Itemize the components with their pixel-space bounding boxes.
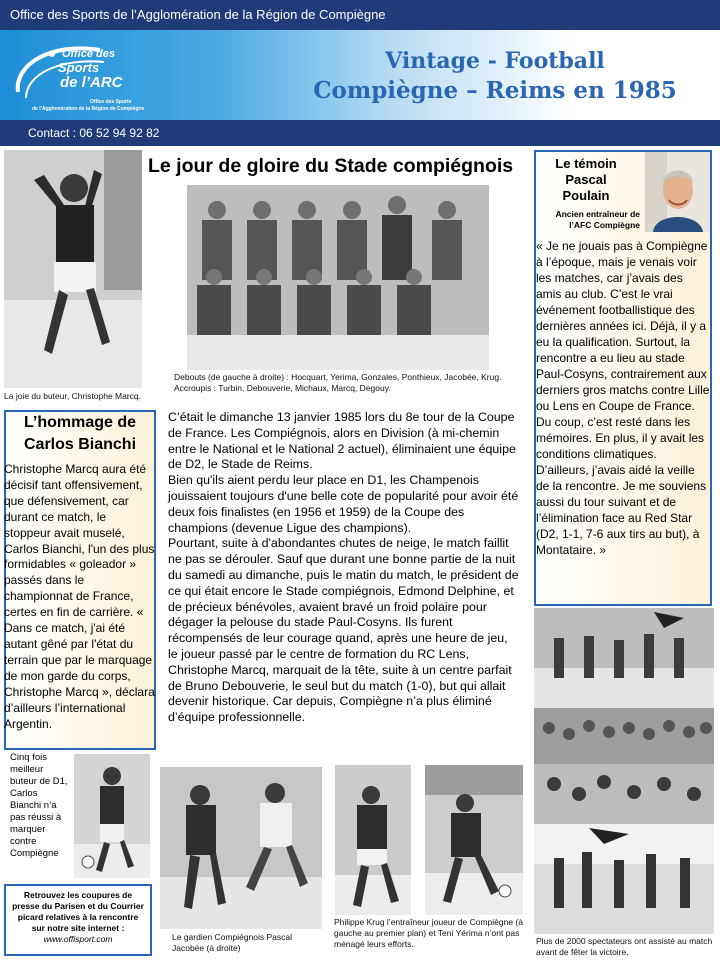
org-line: Office des Sports de l’Agglomération de la Région de Compiègne xyxy=(10,7,386,22)
photo-krug-2 xyxy=(425,765,523,915)
temoin-quote: « Je ne jouais pas à Compiègne à l’époque, mais je venais voir les matches, car j’avais des amis au club. C’est le vrai événement footballistique des dernières années ici. Déjà, il y a eu la qualification. Surtout, la rencontre a eu lieu au stade Paul-Cosyns, contrairement aux derniers gros matchs contre Lille ou Lens en Coupe de France. Du coup, c’est resté dans les mémoires. En plus, il y avait les conditions climatiques. D’ailleurs, j’avais aidé la veille de la rencontre. Je me souviens aussi du tour suivant et de l’élimination face au Red Star (D2, 1-1, 7-6 aux tirs au but), à Montataire. » xyxy=(536,239,710,557)
website-link[interactable]: www.offisport.com xyxy=(43,934,113,944)
logo-line3: de l’ARC xyxy=(60,74,123,91)
temoin-title-line2: Pascal xyxy=(565,172,607,187)
caption-gardien: Le gardien Compiégnois Pascal Jacobée (à droite) xyxy=(172,932,293,953)
contact-bar xyxy=(0,120,720,146)
photo-bianchi xyxy=(74,754,150,878)
temoin-title-line3: Poulain xyxy=(562,188,610,203)
logo-line2: Sports xyxy=(58,60,100,75)
caption-buteur: La joie du buteur, Christophe Marcq. xyxy=(4,391,142,401)
caption-spectateurs: Plus de 2000 spectateurs ont assisté au match avant de fêter la victoire. xyxy=(536,936,713,957)
retrouvez-text: Retrouvez les coupures de presse du Parisen et du Courrier picard relatives à la rencontre sur notre site internet : xyxy=(12,890,144,933)
photo-pascal-poulain xyxy=(645,152,710,232)
title-line1: Vintage - Football xyxy=(385,48,605,74)
article-paragraph: C’était le dimanche 13 janvier 1985 lors du 8e tour de la Coupe de France. Les Compiégnois, alors en Division (à mi-chemin entre le National et le National 2 actuel), éliminaient une équipe de D2, le Stade de Reims. xyxy=(168,410,516,472)
photo-gardien xyxy=(160,767,322,929)
logo-small1: Office des Sports xyxy=(90,99,132,105)
article-paragraph: Pourtant, suite à d'abondantes chutes de neige, le match faillit ne pas se dérouler. Sauf que durant une bonne partie de la nuit du samedi au dimanche, puis le matin du match, le président de ce qui était encore le Stade compiégnois, Edmond Delphine, et de précieux bénévoles, avaient bravé un froid polaire pour dégager la pelouse du stade Paul-Cosyns. Ils furent récompensés de leur courage quand, après une heure de jeu, le joueur passé par le centre de formation du RC Lens, Christophe Marcq, marquait de la tête, suite à un centre parfait de Bruno Debouverie, le seul but du match (1-0), but qui allait devenir historique. Car depuis, Compiègne n’a plus éliminé d’équipe professionnelle. xyxy=(168,536,519,725)
article-body xyxy=(168,410,520,726)
hommage-title-line2: Carlos Bianchi xyxy=(23,436,137,453)
temoin-title xyxy=(540,156,632,204)
caption-krug: Philippe Krug l’entraîneur joueur de Compiègne (à gauche au premier plan) et Teni Yérima n’ont pas ménagé leurs efforts. xyxy=(334,917,524,949)
bianchi-caption: Cinq fois meilleur buteur de D1, Carlos Bianchi n’a pas réussi à marquer contre Compiègne xyxy=(10,752,68,859)
oarc-logo xyxy=(12,40,172,112)
title-line2: Compiègne – Reims en 1985 xyxy=(313,77,677,104)
hommage-title xyxy=(4,412,156,456)
temoin-subtitle: Ancien entraîneur de l’AFC Compiègne xyxy=(555,209,640,230)
contact-phone: Contact : 06 52 94 92 82 xyxy=(28,126,160,140)
logo-line1: Office des xyxy=(62,48,115,60)
photo-buteur xyxy=(4,150,142,388)
caption-team: Debouts (de gauche à droite) : Hocquart, Yerima, Gonzales, Ponthieux, Jacobée, Krug. Accroupis : Turbin, Debouverie, Michaux, Marcq, Degouy. xyxy=(174,372,502,393)
retrouvez-box xyxy=(4,884,152,956)
logo-small2: de l’Agglomération de la Région de Compiègne xyxy=(32,106,145,112)
top-bar xyxy=(0,0,720,30)
hommage-title-line1: L’hommage de xyxy=(23,414,137,431)
vintage-title xyxy=(290,48,700,104)
article-paragraph: Bien qu'ils aient perdu leur place en D1, les Champenois jouissaient toujours d'une belle cote de popularité pour avoir été deux fois finalistes (en 1956 et 1959) de la Coupe des champions (devenue Ligue des champions). xyxy=(168,473,519,535)
hommage-body: Christophe Marcq aura été décisif tant offensivement, que défensivement, car durant ce match, le stoppeur avait muselé, Carlos Bianchi, l'un des plus formidables « goleador » passés dans le championnat de France, certes en fin de carrière. « Dans ce match, j'ai été autant gêné par l'état du terrain que par le marquage de mon garde du corps, Christophe Marcq », déclara d’ailleurs l’international Argentin. xyxy=(4,462,155,731)
temoin-title-line1: Le témoin xyxy=(555,156,617,171)
photo-team xyxy=(187,185,489,370)
photo-spectateurs xyxy=(534,608,714,934)
hero-banner xyxy=(0,30,720,120)
article-headline: Le jour de gloire du Stade compiégnois xyxy=(148,155,514,177)
photo-krug-1 xyxy=(335,765,411,915)
